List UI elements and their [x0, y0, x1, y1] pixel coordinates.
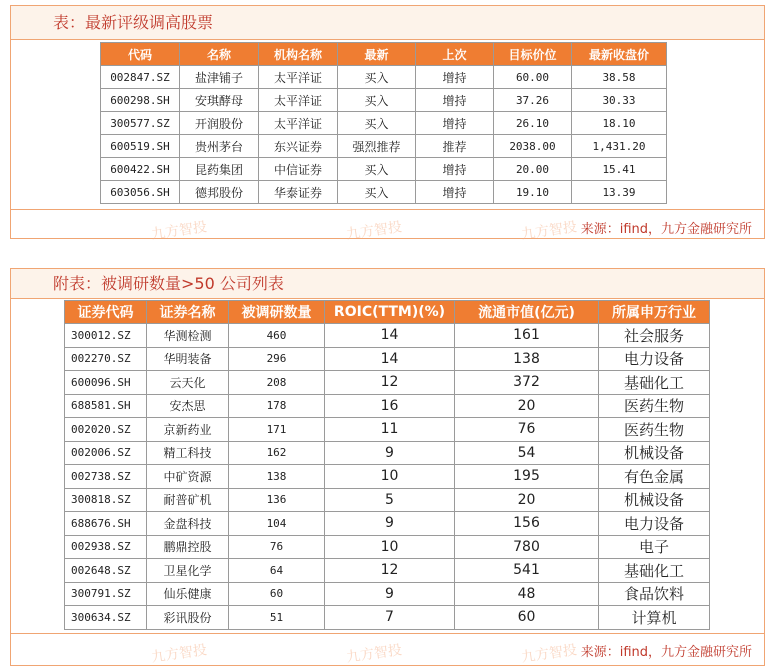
divider [11, 633, 764, 634]
table-row [65, 535, 710, 559]
table-cell: 19.10 [494, 181, 572, 204]
table-row [101, 181, 667, 204]
watermark: 九方智投 [520, 219, 578, 243]
table-cell: 京新药业 [147, 418, 229, 442]
table-cell: 20.00 [494, 158, 572, 181]
table-cell: 5 [325, 488, 455, 512]
column-header: 所属申万行业 [599, 301, 710, 324]
table-cell: 178 [229, 394, 325, 418]
table-cell: 电力设备 [599, 347, 710, 371]
table-cell: 9 [325, 441, 455, 465]
table-cell: 机械设备 [599, 488, 710, 512]
table-cell: 医药生物 [599, 394, 710, 418]
table-row [65, 324, 710, 348]
table-cell: 增持 [416, 181, 494, 204]
table-row [65, 347, 710, 371]
table-cell: 138 [455, 347, 599, 371]
table-cell: 300791.SZ [65, 582, 147, 606]
table-cell: 食品饮料 [599, 582, 710, 606]
table-cell: 300634.SZ [65, 606, 147, 630]
table-cell: 300577.SZ [101, 112, 180, 135]
table-cell: 推荐 [416, 135, 494, 158]
table-cell: 76 [455, 418, 599, 442]
table-cell: 增持 [416, 89, 494, 112]
source-note: 来源：ifind，九方金融研究所 [580, 645, 752, 660]
table-row [65, 394, 710, 418]
table-cell: 华测检测 [147, 324, 229, 348]
table-cell: 002270.SZ [65, 347, 147, 371]
table-cell: 12 [325, 559, 455, 583]
table-cell: 昆药集团 [180, 158, 259, 181]
table-cell: 002938.SZ [65, 535, 147, 559]
table-cell: 161 [455, 324, 599, 348]
table-cell: 鹏鼎控股 [147, 535, 229, 559]
table-row [65, 441, 710, 465]
table-row [101, 135, 667, 158]
table-cell: 德邦股份 [180, 181, 259, 204]
table-cell: 太平洋证 [259, 89, 338, 112]
table-cell: 20 [455, 488, 599, 512]
table-cell: 买入 [338, 158, 416, 181]
table-cell: 76 [229, 535, 325, 559]
table-header-row [101, 43, 667, 66]
table-cell: 强烈推荐 [338, 135, 416, 158]
table-cell: 1,431.20 [572, 135, 667, 158]
table-cell: 300818.SZ [65, 488, 147, 512]
table-cell: 12 [325, 371, 455, 395]
table-cell: 太平洋证 [259, 112, 338, 135]
table-cell: 13.39 [572, 181, 667, 204]
table-cell: 14 [325, 347, 455, 371]
table-cell: 贵州茅台 [180, 135, 259, 158]
table-cell: 002847.SZ [101, 66, 180, 89]
table-row [65, 465, 710, 489]
column-header: 证券代码 [65, 301, 147, 324]
column-header: 最新 [338, 43, 416, 66]
table-row [65, 512, 710, 536]
rating-upgrade-table [100, 42, 667, 204]
research-count-panel [10, 268, 765, 666]
column-header: 最新收盘价 [572, 43, 667, 66]
table-cell: 372 [455, 371, 599, 395]
table-cell: 600422.SH [101, 158, 180, 181]
table-row [101, 66, 667, 89]
watermark: 九方智投 [345, 642, 403, 666]
table-cell: 002020.SZ [65, 418, 147, 442]
table-cell: 彩讯股份 [147, 606, 229, 630]
table-cell: 7 [325, 606, 455, 630]
table-row [65, 488, 710, 512]
column-header: 目标价位 [494, 43, 572, 66]
table-cell: 16 [325, 394, 455, 418]
table-cell: 华泰证券 [259, 181, 338, 204]
source-note: 来源：ifind，九方金融研究所 [580, 222, 752, 237]
table-cell: 2038.00 [494, 135, 572, 158]
table-cell: 中信证券 [259, 158, 338, 181]
table-cell: 买入 [338, 66, 416, 89]
table-row [101, 89, 667, 112]
table-cell: 有色金属 [599, 465, 710, 489]
table-cell: 688581.SH [65, 394, 147, 418]
table-row [65, 418, 710, 442]
table-cell: 60.00 [494, 66, 572, 89]
research-count-table [64, 300, 710, 630]
table-cell: 780 [455, 535, 599, 559]
table-cell: 30.33 [572, 89, 667, 112]
table-cell: 60 [455, 606, 599, 630]
table-cell: 688676.SH [65, 512, 147, 536]
table-cell: 盐津铺子 [180, 66, 259, 89]
table-cell: 64 [229, 559, 325, 583]
table-cell: 买入 [338, 181, 416, 204]
table-cell: 电力设备 [599, 512, 710, 536]
table-cell: 002738.SZ [65, 465, 147, 489]
table-cell: 买入 [338, 112, 416, 135]
table-cell: 104 [229, 512, 325, 536]
table-cell: 机械设备 [599, 441, 710, 465]
table-cell: 162 [229, 441, 325, 465]
table-cell: 9 [325, 512, 455, 536]
column-header: 名称 [180, 43, 259, 66]
divider [11, 209, 764, 210]
table-cell: 增持 [416, 66, 494, 89]
table-cell: 东兴证券 [259, 135, 338, 158]
column-header: 代码 [101, 43, 180, 66]
watermark: 九方智投 [150, 642, 208, 666]
table-cell: 基础化工 [599, 559, 710, 583]
column-header: 证券名称 [147, 301, 229, 324]
table-cell: 计算机 [599, 606, 710, 630]
table-cell: 460 [229, 324, 325, 348]
table-cell: 电子 [599, 535, 710, 559]
column-header: 被调研数量 [229, 301, 325, 324]
table-cell: 26.10 [494, 112, 572, 135]
table-cell: 171 [229, 418, 325, 442]
table-cell: 太平洋证 [259, 66, 338, 89]
table-cell: 195 [455, 465, 599, 489]
table-row [65, 582, 710, 606]
table-cell: 买入 [338, 89, 416, 112]
table-cell: 9 [325, 582, 455, 606]
table-cell: 300012.SZ [65, 324, 147, 348]
table-cell: 10 [325, 535, 455, 559]
table-cell: 15.41 [572, 158, 667, 181]
table-cell: 开润股份 [180, 112, 259, 135]
table-cell: 医药生物 [599, 418, 710, 442]
column-header: 机构名称 [259, 43, 338, 66]
table-cell: 耐普矿机 [147, 488, 229, 512]
table-cell: 37.26 [494, 89, 572, 112]
table-cell: 600096.SH [65, 371, 147, 395]
table-row [65, 559, 710, 583]
table-row [65, 371, 710, 395]
table-row [65, 606, 710, 630]
table-cell: 60 [229, 582, 325, 606]
table-cell: 208 [229, 371, 325, 395]
table-row [101, 112, 667, 135]
column-header: ROIC(TTM)(%) [325, 301, 455, 324]
table-cell: 603056.SH [101, 181, 180, 204]
table-cell: 增持 [416, 158, 494, 181]
watermark: 九方智投 [150, 219, 208, 243]
table-cell: 仙乐健康 [147, 582, 229, 606]
table-cell: 20 [455, 394, 599, 418]
table-cell: 48 [455, 582, 599, 606]
panel1-title: 表：最新评级调高股票 [11, 6, 764, 40]
table-cell: 华明装备 [147, 347, 229, 371]
table-header-row [65, 301, 710, 324]
table-cell: 002006.SZ [65, 441, 147, 465]
table-cell: 18.10 [572, 112, 667, 135]
table-cell: 600298.SH [101, 89, 180, 112]
watermark: 九方智投 [345, 219, 403, 243]
table-cell: 51 [229, 606, 325, 630]
table-cell: 精工科技 [147, 441, 229, 465]
table-cell: 中矿资源 [147, 465, 229, 489]
table-cell: 136 [229, 488, 325, 512]
table-cell: 002648.SZ [65, 559, 147, 583]
column-header: 上次 [416, 43, 494, 66]
table-row [101, 158, 667, 181]
table-cell: 600519.SH [101, 135, 180, 158]
table-cell: 156 [455, 512, 599, 536]
watermark: 九方智投 [520, 642, 578, 666]
table-cell: 增持 [416, 112, 494, 135]
table-cell: 541 [455, 559, 599, 583]
panel2-title: 附表：被调研数量>50 公司列表 [11, 269, 764, 299]
table-cell: 54 [455, 441, 599, 465]
table-cell: 卫星化学 [147, 559, 229, 583]
column-header: 流通市值(亿元) [455, 301, 599, 324]
table-cell: 10 [325, 465, 455, 489]
table-cell: 安琪酵母 [180, 89, 259, 112]
table-cell: 金盘科技 [147, 512, 229, 536]
table-cell: 38.58 [572, 66, 667, 89]
table-cell: 14 [325, 324, 455, 348]
table-cell: 云天化 [147, 371, 229, 395]
table-cell: 安杰思 [147, 394, 229, 418]
table-cell: 138 [229, 465, 325, 489]
table-cell: 11 [325, 418, 455, 442]
rating-upgrade-panel [10, 5, 765, 243]
table-cell: 296 [229, 347, 325, 371]
table-cell: 基础化工 [599, 371, 710, 395]
table-cell: 社会服务 [599, 324, 710, 348]
